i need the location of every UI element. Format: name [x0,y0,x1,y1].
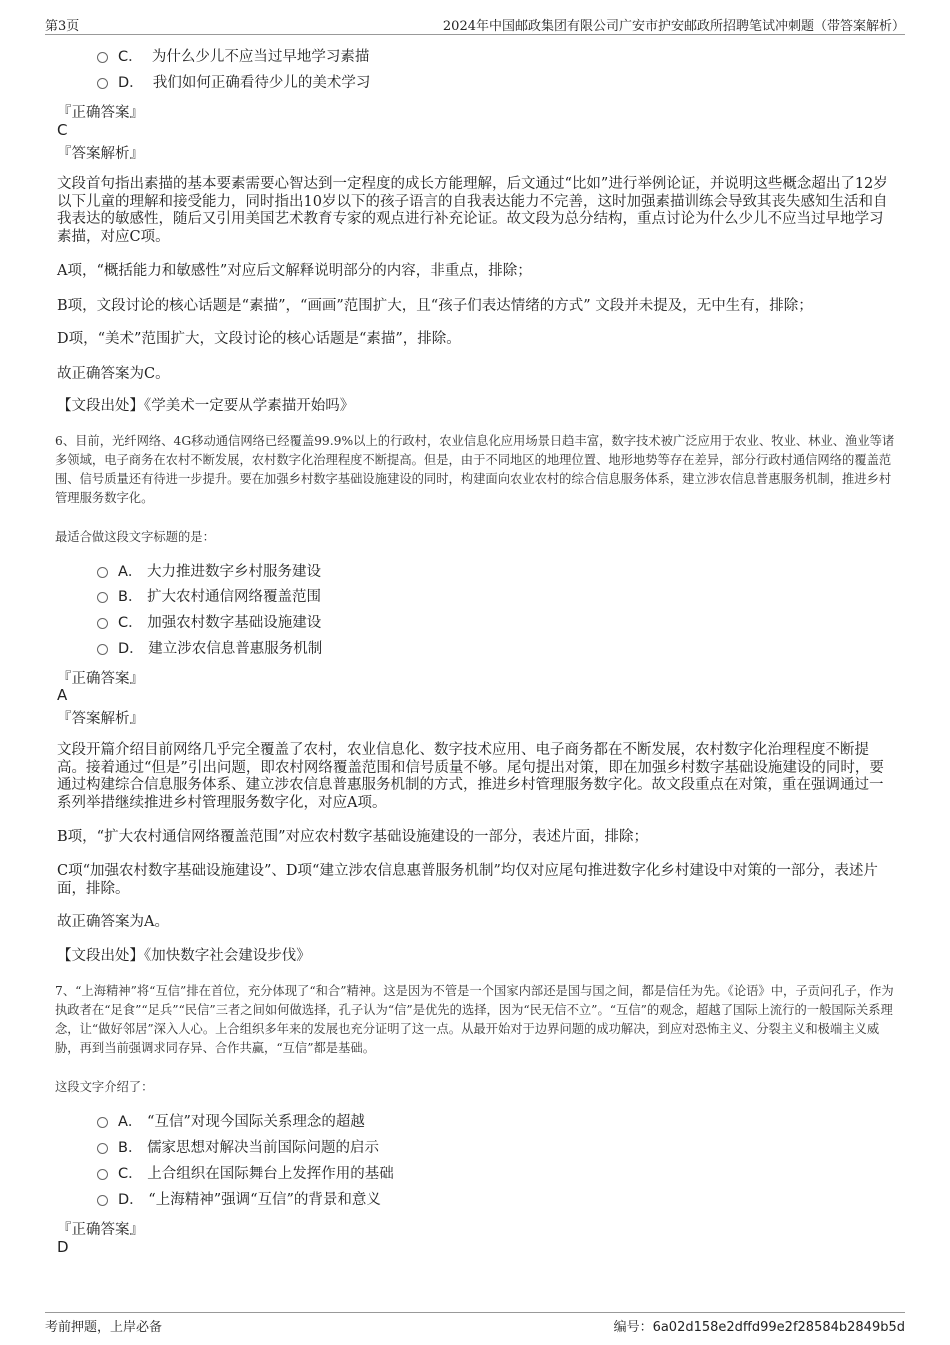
q7-option-b[interactable]: B． 儒家思想对解决当前国际问题的启示 [97,1138,379,1158]
q6-analysis-label: 『答案解析』 [57,711,144,727]
radio-icon[interactable] [97,1195,108,1206]
radio-icon[interactable] [97,1117,108,1128]
radio-icon[interactable] [97,1169,108,1180]
radio-icon[interactable] [97,592,108,603]
q5-analysis-paragraph: 故正确答案为C。 [57,366,170,382]
q7-question: 7、“上海精神”将“互信”排在首位，充分体现了“和合”精神。这是因为不管是一个国家内部还是国与国之间，都是信任为先。《论语》中，子贡问孔子，作为执政者在“足食”“足兵”“民信”三者之间如何做选择，孔子认为“信”是优先的选择，因为“民无信不立”。“互信”的观念，超越了国际上流行的一般国际关系理念，让“做好邻居”深入人心。上合组织多年来的发展也充分证明了这一点。从最开始对于边界问题的成功解决，到应对恐怖主义、分裂主义和极端主义威胁，再到当前强调求同存异、合作共赢，“互信”都是基础。 [55,984,894,1055]
radio-icon[interactable] [97,644,108,655]
q6-analysis-paragraph: 故正确答案为A。 [57,914,169,930]
page-footer [45,1312,905,1337]
q5-analysis-label: 『答案解析』 [57,146,144,162]
q5-option-c[interactable]: C． 为什么少儿不应当过早地学习素描 [97,47,369,67]
radio-icon[interactable] [97,78,108,89]
q5-analysis-paragraph: B项，文段讨论的核心话题是“素描”，“画画”范围扩大，且“孩子们表达情绪的方式” 文段并未提及，无中生有，排除； [57,298,813,314]
q6-analysis-paragraph: C项“加强农村数字基础设施建设”、D项“建立涉农信息惠普服务机制”均仅对应尾句推进数字化乡村建设中对策的一部分，表述片面，排除。 [57,863,878,897]
q5-answer-label: 『正确答案』 [57,105,144,121]
q6-prompt: 最适合做这段文字标题的是： [55,530,215,544]
q6-source: 【文段出处】《加快数字社会建设步伐》 [57,948,311,964]
q6-question: 6、目前，光纤网络、4G移动通信网络已经覆盖99.9%以上的行政村，农业信息化应用场景日趋丰富，数字技术被广泛应用于农业、牧业、林业、渔业等诸多领域，电子商务在农村不断发展，农村数字化治理程度不断提高。但是，由于不同地区的地理位置、地形地势等存在差异，部分行政村通信网络的覆盖范围、信号质量还有待进一步提升。要在加强乡村数字基础设施建设的同时，构建面向农业农村的综合信息服务体系，建立涉农信息普惠服务机制，推进乡村管理服务数字化。 [55,434,895,505]
footer-slogan: 考前押题，上岸必备 [45,1320,163,1335]
q6-option-c[interactable]: C． 加强农村数字基础设施建设 [97,613,321,633]
q5-analysis-paragraph: 文段首句指出素描的基本要素需要心智达到一定程度的成长方能理解，后文通过“比如”进行举例论证，并说明这些概念超出了12岁以下儿童的理解和接受能力，同时指出10岁以下的孩子语言的自我表达能力不完善，这时加强素描训练会导致其丧失感知生活和自我表达的敏感性，随后又引用美国艺术教育专家的观点进行补充论证。故文段为总分结构，重点讨论为什么少儿不应当过早地学习素描，对应C项。 [57,176,888,245]
q7-option-c[interactable]: C． 上合组织在国际舞台上发挥作用的基础 [97,1164,394,1184]
radio-icon[interactable] [97,618,108,629]
q5-answer: C [57,121,68,139]
q5-analysis-paragraph: D项，“美术”范围扩大，文段讨论的核心话题是“素描”，排除。 [57,331,461,347]
q5-option-d[interactable]: D． 我们如何正确看待少儿的美术学习 [97,73,370,93]
q6-analysis-paragraph: B项，“扩大农村通信网络覆盖范围”对应农村数字基础设施建设的一部分，表述片面，排除； [57,829,648,845]
q7-prompt: 这段文字介绍了： [55,1080,154,1094]
q6-option-a[interactable]: A． 大力推进数字乡村服务建设 [97,562,321,582]
q7-answer: D [57,1238,69,1256]
q7-option-a[interactable]: A． “互信”对现今国际关系理念的超越 [97,1112,365,1132]
q6-option-b[interactable]: B． 扩大农村通信网络覆盖范围 [97,587,321,607]
q6-option-d[interactable]: D． 建立涉农信息普惠服务机制 [97,639,322,659]
q6-analysis-paragraph: 文段开篇介绍目前网络几乎完全覆盖了农村，农业信息化、数字技术应用、电子商务都在不断发展，农村数字化治理程度不断提高。接着通过“但是”引出问题，即农村网络覆盖范围和信号质量不够。尾句提出对策，即在加强乡村数字基础设施建设的同时，要通过构建综合信息服务体系、建立涉农信息普惠服务机制的方式，推进乡村管理服务数字化。故文段重点在对策，重在强调通过一系列举措继续推进乡村管理服务数字化，对应A项。 [57,742,884,811]
q7-answer-label: 『正确答案』 [57,1222,144,1238]
q5-source: 【文段出处】《学美术一定要从学素描开始吗》 [57,398,355,414]
page-header [45,12,905,35]
q6-answer-label: 『正确答案』 [57,671,144,687]
radio-icon[interactable] [97,52,108,63]
document-id: 编号：6a02d158e2dffd99e2f28584b2849b5d [613,1320,905,1335]
page-number: 第3页 [45,19,80,34]
radio-icon[interactable] [97,1143,108,1154]
q7-option-d[interactable]: D． “上海精神”强调“互信”的背景和意义 [97,1190,381,1210]
q5-analysis-paragraph: A项，“概括能力和敏感性”对应后文解释说明部分的内容，非重点，排除； [57,263,532,279]
q6-answer: A [57,686,68,704]
radio-icon[interactable] [97,567,108,578]
document-title: 2024年中国邮政集团有限公司广安市护安邮政所招聘笔试冲刺题（带答案解析） [442,19,905,34]
